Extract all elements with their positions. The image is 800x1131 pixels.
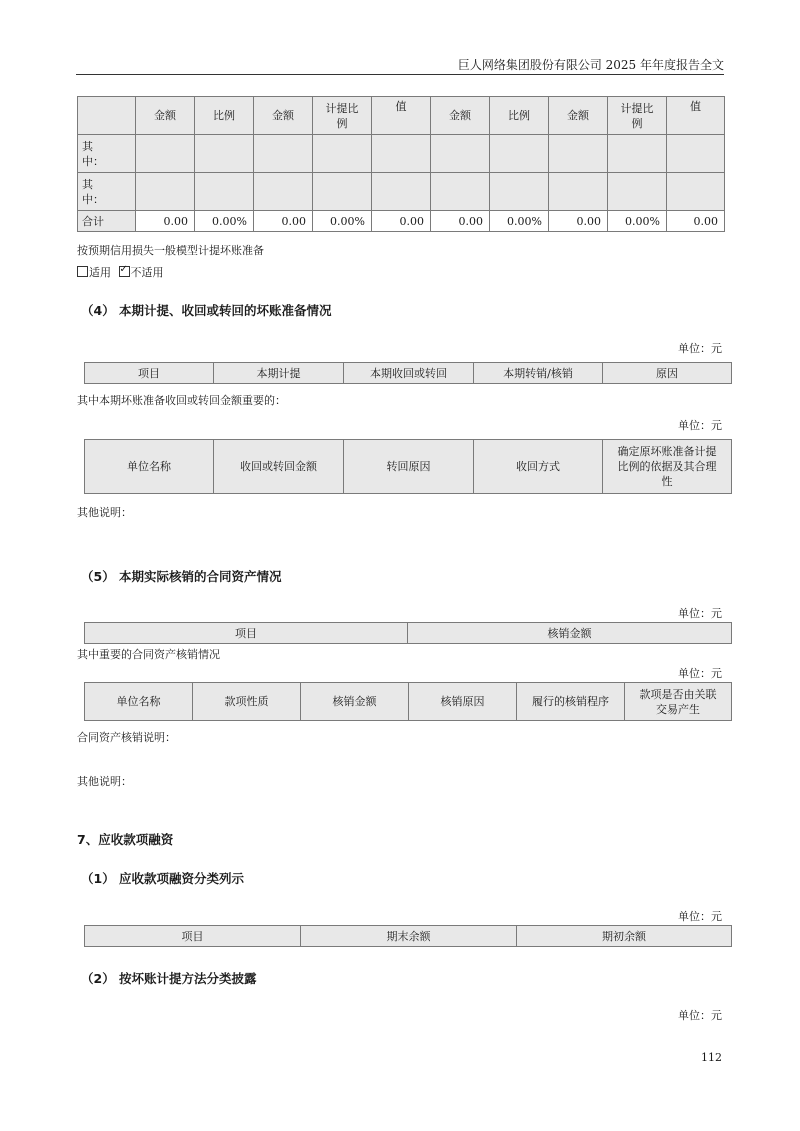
total-label: 合计 (78, 211, 136, 232)
contract-writeoff-note-label: 合同资产核销说明： (77, 731, 176, 744)
header-cell: 原因 (603, 363, 732, 384)
important-writeoff-note: 其中重要的合同资产核销情况 (77, 648, 220, 661)
important-recovery-note: 其中本期坏账准备收回或转回金额重要的： (77, 394, 286, 407)
header-cell: 计提比 例 (313, 97, 372, 135)
header-cell: 比例 (490, 97, 549, 135)
unit-label: 单位：元 (678, 1009, 722, 1022)
total-cell: 0.00 (667, 211, 725, 232)
header-cell: 履行的核销程序 (517, 683, 625, 721)
header-cell: 值 (372, 97, 431, 135)
applicable-label: 适用 (89, 266, 111, 279)
bad-debt-change-table (84, 362, 732, 384)
section-7-title: 7、应收款项融资 (77, 832, 174, 847)
unit-label: 单位：元 (678, 910, 722, 923)
table-row (78, 135, 725, 173)
header-cell: 本期转销/核销 (474, 363, 603, 384)
total-cell: 0.00 (136, 211, 195, 232)
header-cell: 确定原坏账准备计提 比例的依据及其合理 性 (603, 440, 732, 494)
applicable-options (77, 264, 164, 280)
section-5-title: （5） 本期实际核销的合同资产情况 (81, 569, 282, 584)
receivables-financing-table (84, 925, 732, 947)
table-header-row (85, 926, 732, 947)
header-cell: 单位名称 (85, 440, 214, 494)
total-cell: 0.00% (490, 211, 549, 232)
expected-loss-text: 按预期信用损失一般模型计提坏账准备 (77, 244, 264, 257)
header-cell: 项目 (85, 623, 408, 644)
total-cell: 0.00% (313, 211, 372, 232)
row-label: 其 中： (78, 135, 136, 173)
table-header-row (78, 97, 725, 135)
writeoff-detail-table (84, 682, 732, 721)
total-cell: 0.00 (549, 211, 608, 232)
applicable-checkbox[interactable] (77, 266, 88, 277)
header-cell: 收回方式 (474, 440, 603, 494)
header-cell: 金额 (136, 97, 195, 135)
header-cell: 金额 (549, 97, 608, 135)
bad-debt-classification-table (77, 96, 725, 232)
section-7-1-title: （1） 应收款项融资分类列示 (81, 871, 245, 886)
report-header-title: 巨人网络集团股份有限公司 2025 年年度报告全文 (457, 58, 724, 72)
other-notes-label: 其他说明： (77, 506, 132, 519)
contract-asset-writeoff-table (84, 622, 732, 644)
table-header-row (85, 363, 732, 384)
header-cell: 核销原因 (409, 683, 517, 721)
header-cell: 计提比 例 (608, 97, 667, 135)
header-cell: 值 (667, 97, 725, 135)
header-cell: 核销金额 (301, 683, 409, 721)
header-cell: 本期计提 (214, 363, 344, 384)
header-cell: 期末余额 (301, 926, 517, 947)
section-7-2-title: （2） 按坏账计提方法分类披露 (81, 971, 257, 986)
header-cell (78, 97, 136, 135)
not-applicable-label: 不适用 (130, 266, 164, 279)
header-cell: 转回原因 (344, 440, 474, 494)
table-total-row (78, 211, 725, 232)
header-rule (76, 74, 724, 75)
unit-label: 单位：元 (678, 419, 722, 432)
recovery-detail-table (84, 439, 732, 494)
header-cell: 金额 (431, 97, 490, 135)
table-header-row (85, 683, 732, 721)
total-cell: 0.00% (195, 211, 254, 232)
page-number: 112 (701, 1051, 722, 1064)
table-header-row (85, 440, 732, 494)
total-cell: 0.00 (254, 211, 313, 232)
not-applicable-checkbox[interactable] (119, 266, 130, 277)
unit-label: 单位：元 (678, 607, 722, 620)
header-cell: 本期收回或转回 (344, 363, 474, 384)
row-label: 其 中： (78, 173, 136, 211)
header-cell: 款项是否由关联 交易产生 (625, 683, 732, 721)
total-cell: 0.00% (608, 211, 667, 232)
other-notes-label: 其他说明： (77, 775, 132, 788)
header-cell: 期初余额 (517, 926, 732, 947)
table-row (78, 173, 725, 211)
total-cell: 0.00 (372, 211, 431, 232)
total-cell: 0.00 (431, 211, 490, 232)
header-cell: 项目 (85, 363, 214, 384)
header-cell: 单位名称 (85, 683, 193, 721)
section-4-title: （4） 本期计提、收回或转回的坏账准备情况 (81, 303, 332, 318)
unit-label: 单位：元 (678, 667, 722, 680)
header-cell: 比例 (195, 97, 254, 135)
header-cell: 核销金额 (408, 623, 732, 644)
unit-label: 单位：元 (678, 342, 722, 355)
header-cell: 金额 (254, 97, 313, 135)
header-cell: 款项性质 (193, 683, 301, 721)
header-cell: 项目 (85, 926, 301, 947)
table-header-row (85, 623, 732, 644)
header-cell: 收回或转回金额 (214, 440, 344, 494)
